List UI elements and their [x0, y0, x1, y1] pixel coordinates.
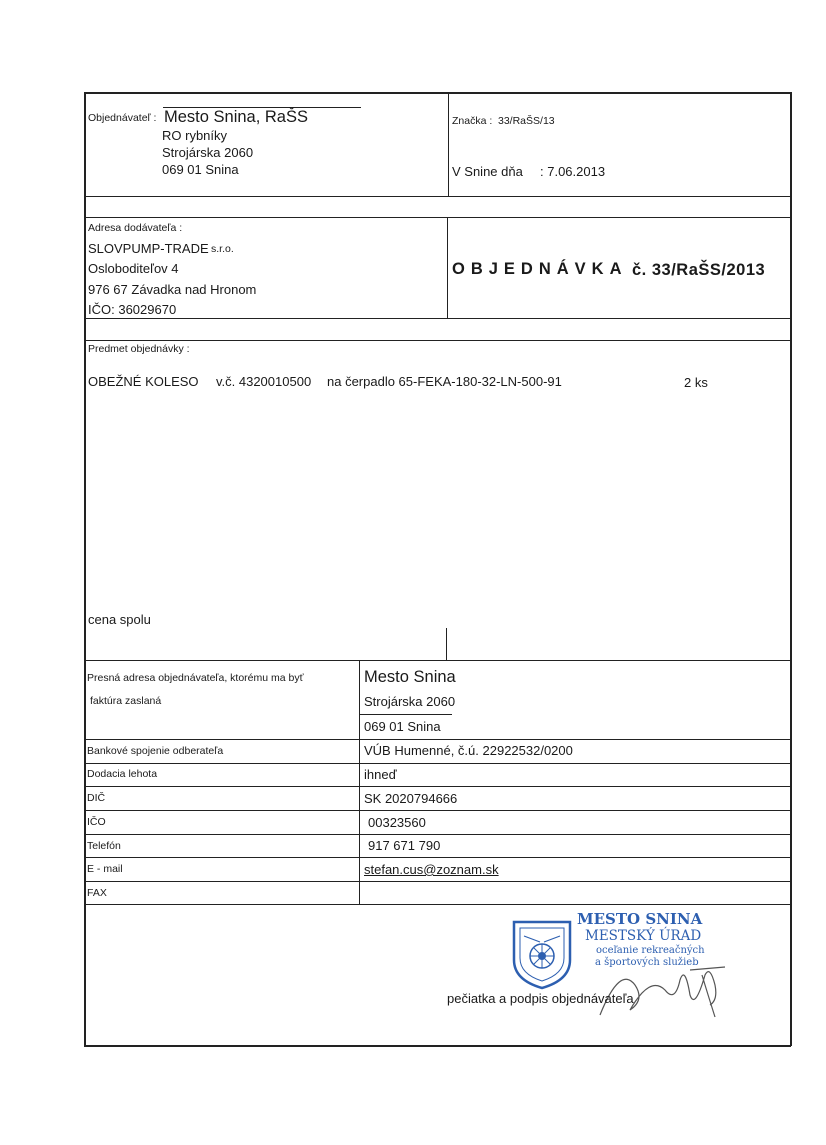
total-divider-vertical	[446, 628, 447, 661]
header-divider-1	[84, 196, 791, 197]
invoice-city: 069 01 Snina	[364, 719, 441, 734]
stamp-subtitle: MESTSKÝ ÚRAD	[585, 928, 702, 944]
orderer-name: Mesto Snina, RaŠS	[164, 108, 308, 126]
header-divider-vertical	[448, 92, 449, 197]
bank-value: VÚB Humenné, č.ú. 22922532/0200	[364, 743, 573, 758]
details-row-line-5	[84, 834, 791, 835]
frame-left	[84, 92, 86, 1046]
details-row-line-6	[84, 857, 791, 858]
ico-label: IČO	[87, 816, 106, 828]
details-row-line-3	[84, 786, 791, 787]
phone-label: Telefón	[87, 840, 121, 852]
signature	[590, 955, 740, 1025]
ico-value: 00323560	[368, 815, 426, 830]
phone-value: 917 671 790	[368, 838, 441, 853]
order-number: č. 33/RaŠS/2013	[632, 261, 766, 279]
details-divider-vertical	[359, 660, 360, 904]
stamp-line1: oceľanie rekreačných	[596, 945, 705, 956]
email-value: stefan.cus@zoznam.sk	[364, 862, 499, 877]
supplier-ico: IČO: 36029670	[88, 302, 177, 317]
orderer-address-line2: RO rybníky	[162, 128, 228, 143]
frame-right	[790, 92, 792, 1046]
supplier-name: SLOVPUMP-TRADE	[88, 241, 209, 256]
date-label: V Snine dňa	[452, 164, 523, 179]
dic-value: SK 2020794666	[364, 791, 458, 806]
date-value: : 7.06.2013	[540, 164, 606, 179]
details-row-line-8	[84, 904, 791, 905]
mark-value: 33/RaŠS/13	[498, 115, 555, 127]
invoice-name: Mesto Snina	[364, 668, 456, 686]
item-code: v.č. 4320010500	[216, 374, 312, 389]
frame-bottom	[84, 1045, 791, 1047]
supplier-street: Osloboditeľov 4	[88, 261, 179, 276]
orderer-address-line4: 069 01 Snina	[162, 162, 239, 177]
order-title: OBJEDNÁVKA	[452, 260, 628, 278]
dic-label: DIČ	[87, 792, 106, 804]
details-row-line-1	[84, 739, 791, 740]
item-name: OBEŽNÉ KOLESO	[88, 374, 199, 389]
details-row-line-4	[84, 810, 791, 811]
details-row-line-2	[84, 763, 791, 764]
frame-top	[84, 92, 791, 94]
header-divider-2	[84, 217, 791, 218]
supplier-city: 976 67 Závadka nad Hronom	[88, 282, 257, 297]
details-row-line-7	[84, 881, 791, 882]
supplier-label: Adresa dodávateľa :	[88, 222, 183, 234]
supplier-name-suffix: s.r.o.	[211, 243, 234, 255]
invoice-street-underline	[360, 714, 452, 715]
total-label: cena spolu	[88, 612, 151, 627]
details-top	[84, 660, 791, 661]
item-quantity: 2 ks	[684, 375, 708, 390]
invoice-label-line2: faktúra zaslaná	[90, 695, 162, 707]
bank-label: Bankové spojenie odberateľa	[87, 745, 224, 757]
orderer-label: Objednávateľ :	[88, 112, 157, 124]
supplier-divider-vertical	[447, 217, 448, 319]
delivery-label: Dodacia lehota	[87, 768, 158, 780]
orderer-address-line3: Strojárska 2060	[162, 145, 254, 160]
fax-label: FAX	[87, 887, 107, 899]
stamp-line2: a športových služieb	[595, 957, 699, 968]
delivery-value: ihneď	[364, 767, 397, 782]
item-description: na čerpadlo 65-FEKA-180-32-LN-500-91	[327, 374, 562, 389]
mark-label: Značka :	[452, 115, 493, 127]
email-label: E - mail	[87, 863, 123, 875]
invoice-street: Strojárska 2060	[364, 694, 456, 709]
city-crest-icon	[510, 918, 574, 990]
subject-top	[84, 340, 791, 341]
subject-label: Predmet objednávky :	[88, 343, 190, 355]
invoice-label-line1: Presná adresa objednávateľa, ktorému ma byť	[87, 672, 304, 684]
stamp-title: MESTO SNINA	[577, 910, 703, 928]
supplier-bottom	[84, 318, 791, 319]
stamp-caption: pečiatka a podpis objednávateľa	[447, 991, 634, 1006]
